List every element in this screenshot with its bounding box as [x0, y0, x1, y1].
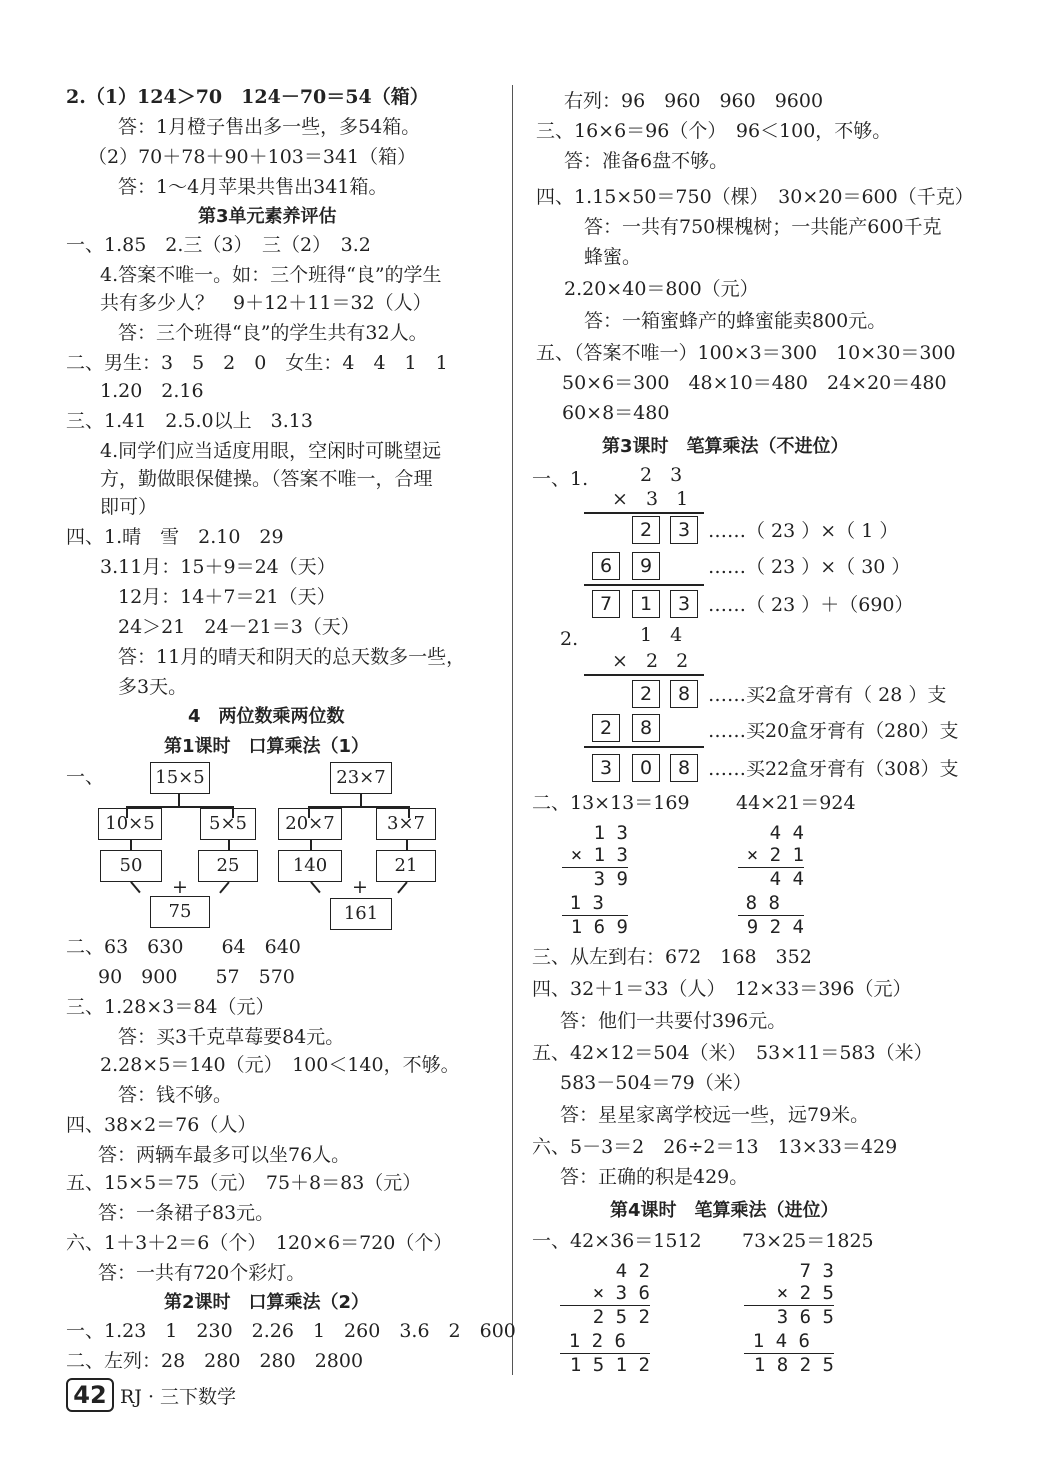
digit-box: 0	[632, 754, 660, 782]
line: 答：正确的积是429。	[560, 1166, 749, 1188]
line: ……（ 23 ）×（ 30 ）	[708, 556, 911, 578]
line: 答：一箱蜜蜂产的蜂蜜能卖800元。	[584, 310, 887, 332]
line: 答：两辆车最多可以坐76人。	[98, 1144, 351, 1166]
digit-box: 7	[592, 590, 620, 618]
tree-sum: 161	[330, 898, 392, 930]
line: 73×25＝1825	[742, 1230, 874, 1252]
line: ……买20盒牙膏有（280）支	[708, 720, 959, 742]
item-label: 一、	[66, 766, 105, 788]
line: 答：他们一共要付396元。	[560, 1010, 787, 1032]
line: 3.11月：15＋9＝24（天）	[100, 556, 336, 578]
line: 答：钱不够。	[118, 1084, 233, 1106]
line: 583－504＝79（米）	[560, 1072, 752, 1094]
tree-part-a: 10×5	[98, 808, 162, 840]
vertical-calculation: 1 3 × 1 3 3 9 1 3 1 6 9	[558, 822, 628, 942]
line: 答：三个班得“良”的学生共有32人。	[118, 322, 428, 344]
factor: × 3 1	[612, 488, 695, 510]
tree-top: 15×5	[150, 762, 210, 794]
lesson-heading: 第3课时 笔算乘法（不进位）	[602, 436, 849, 457]
line: 二、男生：3 5 2 0 女生：4 4 1 1	[66, 352, 448, 374]
line: 四、1.晴 雪 2.10 29	[66, 526, 284, 548]
chapter-heading: 4 两位数乘两位数	[188, 706, 345, 727]
line: 24＞21 24－21＝3（天）	[118, 616, 360, 638]
line: 一、1.23 1 230 2.26 1 260 3.6 2 600	[66, 1320, 516, 1342]
line: 50×6＝300 48×10＝480 24×20＝480	[562, 372, 947, 394]
line: 三、1.41 2.5.0以上 3.13	[66, 410, 313, 432]
line: 答：星星家离学校远一些，远79米。	[560, 1104, 870, 1126]
line: 方，勤做眼保健操。（答案不唯一，合理	[100, 468, 433, 490]
tree-result-b: 21	[376, 850, 436, 882]
line: ……买22盒牙膏有（308）支	[708, 758, 959, 780]
line: 答：1～4月苹果共售出341箱。	[118, 176, 388, 198]
line: 44×21＝924	[736, 792, 856, 814]
line: 60×8＝480	[562, 402, 670, 424]
item-label: 一、1.	[532, 468, 589, 490]
vertical-calculation: 4 2 × 3 6 2 5 2 1 2 6 1 5 1 2	[558, 1260, 650, 1380]
digit-box: 2	[632, 516, 660, 544]
factor: × 2 2	[612, 650, 695, 672]
lesson-heading: 第4课时 笔算乘法（进位）	[610, 1200, 839, 1221]
line: 四、32＋1＝33（人） 12×33＝396（元）	[532, 978, 912, 1000]
factor: 1 4	[640, 624, 689, 646]
line: 四、38×2＝76（人）	[66, 1114, 257, 1136]
digit-box: 8	[632, 714, 660, 742]
digit-box: 2	[592, 714, 620, 742]
digit-box: 3	[592, 754, 620, 782]
line: ……买2盒牙膏有（ 28 ）支	[708, 684, 947, 706]
tree-part-b: 5×5	[200, 808, 256, 840]
plus-sign: +	[352, 876, 368, 898]
line: 一、1.85 2.三（3） 三（2） 3.2	[66, 234, 371, 256]
line: 答：买3千克草莓要84元。	[118, 1026, 345, 1048]
column-divider	[512, 85, 513, 1375]
line: 1.20 2.16	[100, 380, 204, 402]
line: 二、左列：28 280 280 2800	[66, 1350, 364, 1372]
vertical-calculation: 7 3 × 2 5 3 6 5 1 4 6 1 8 2 5	[742, 1260, 834, 1380]
line: 2.（1）124＞70 124－70＝54（箱）	[66, 86, 429, 108]
line: 五、（答案不唯一）100×3＝300 10×30＝300	[536, 342, 956, 364]
tree-result-b: 25	[198, 850, 258, 882]
line: 2.20×40＝800（元）	[564, 278, 759, 300]
line: 4.同学们应当适度用眼，空闲时可眺望远	[100, 440, 442, 462]
tree-sum: 75	[150, 896, 210, 928]
line: 共有多少人？ 9＋12＋11＝32（人）	[100, 292, 432, 314]
digit-box: 3	[670, 516, 698, 544]
line: 12月：14＋7＝21（天）	[118, 586, 336, 608]
line: 即可）	[100, 496, 158, 518]
digit-box: 3	[670, 590, 698, 618]
digit-box: 2	[632, 680, 660, 708]
line: 六、1＋3＋2＝6（个） 120×6＝720（个）	[66, 1232, 453, 1254]
item-label: 2.	[560, 628, 579, 650]
line: 答：1月橙子售出多一些，多54箱。	[118, 116, 421, 138]
line: 三、16×6＝96（个） 96＜100，不够。	[536, 120, 892, 142]
tree-result-a: 140	[278, 850, 342, 882]
line: 右列：96 960 960 9600	[564, 90, 824, 112]
line: 答：一共有720个彩灯。	[98, 1262, 306, 1284]
line: 2.28×5＝140（元） 100＜140，不够。	[100, 1054, 460, 1076]
digit-box: 8	[670, 754, 698, 782]
digit-box: 8	[670, 680, 698, 708]
line: 答：准备6盘不够。	[564, 150, 729, 172]
line: 三、1.28×3＝84（元）	[66, 996, 275, 1018]
line: 三、从左到右：672 168 352	[532, 946, 812, 968]
tree-top: 23×7	[330, 762, 392, 794]
line: ……（ 23 ）＋（690）	[708, 594, 914, 616]
digit-box: 6	[592, 552, 620, 580]
section-heading: 第3单元素养评估	[198, 206, 337, 227]
line: ……（ 23 ）×（ 1 ）	[708, 520, 899, 542]
line: 五、15×5＝75（元） 75＋8＝83（元）	[66, 1172, 422, 1194]
tree-result-a: 50	[100, 850, 162, 882]
digit-box: 1	[632, 590, 660, 618]
line: 五、42×12＝504（米） 53×11＝583（米）	[532, 1042, 933, 1064]
line: 答：一条裙子83元。	[98, 1202, 275, 1224]
line: 答：11月的晴天和阴天的总天数多一些，	[118, 646, 466, 668]
line: 答：一共有750棵槐树；一共能产600千克	[584, 216, 942, 238]
factor: 2 3	[640, 464, 689, 486]
line: 四、1.15×50＝750（棵） 30×20＝600（千克）	[536, 186, 974, 208]
line: 4.答案不唯一。如：三个班得“良”的学生	[100, 264, 442, 286]
line: （2）70＋78＋90＋103＝341（箱）	[88, 146, 417, 168]
lesson-heading: 第1课时 口算乘法（1）	[164, 736, 370, 757]
plus-sign: +	[172, 876, 188, 898]
line: 蜂蜜。	[584, 246, 642, 268]
line: 多3天。	[118, 676, 188, 698]
line: 二、63 630 64 640	[66, 936, 301, 958]
tree-part-b: 3×7	[376, 808, 436, 840]
book-title: RJ · 三下数学	[120, 1386, 237, 1408]
lesson-heading: 第2课时 口算乘法（2）	[164, 1292, 370, 1313]
vertical-calculation: 4 4 × 2 1 4 4 8 8 9 2 4	[734, 822, 804, 942]
tree-part-a: 20×7	[278, 808, 342, 840]
page-number: 42	[66, 1378, 114, 1412]
digit-box: 9	[632, 552, 660, 580]
line: 90 900 57 570	[98, 966, 295, 988]
line: 一、42×36＝1512	[532, 1230, 702, 1252]
line: 六、5－3＝2 26÷2＝13 13×33＝429	[532, 1136, 898, 1158]
line: 二、13×13＝169	[532, 792, 690, 814]
